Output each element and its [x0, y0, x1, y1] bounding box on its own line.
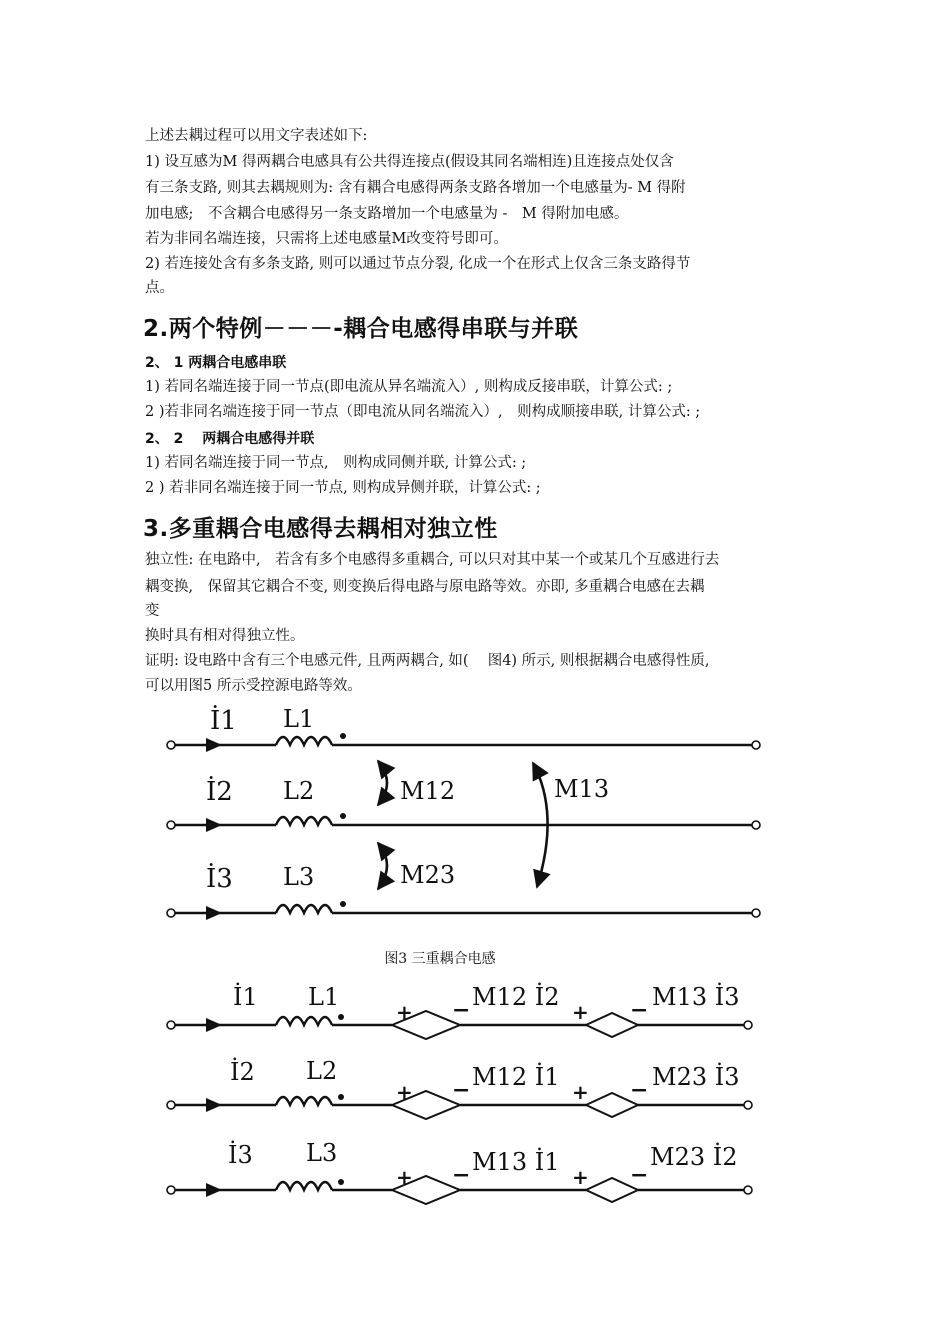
minus-sign: − [630, 997, 649, 1023]
inductor-label: L1 [308, 983, 340, 1011]
inductor-label: L3 [283, 863, 315, 891]
figure5-diagram [0, 975, 950, 1205]
current-arrow-icon [206, 906, 222, 920]
paragraph-rule2-line1: 2) 若连接处含有多条支路, 则可以通过节点分裂, 化成一个在形式上仅含三条支路得节 [145, 256, 691, 272]
minus-sign: − [630, 1162, 649, 1188]
source-label-1: M12 İ1 [472, 1063, 560, 1091]
source-label-2: M23 İ2 [650, 1143, 738, 1171]
current-arrow-icon [206, 1018, 222, 1032]
section3-p1-line2: 耦变换, 保留其它耦合不变, 则变换后得电路与原电路等效。亦即, 多重耦合电感在去耦 [145, 579, 705, 595]
plus-sign: + [572, 1000, 589, 1024]
inductor-label: L2 [306, 1057, 338, 1085]
plus-sign: + [572, 1165, 589, 1189]
minus-sign: − [452, 1162, 471, 1188]
inductor-label: L1 [283, 705, 315, 733]
inductor-label: L3 [306, 1139, 338, 1167]
mutual-label-m23: M23 [400, 861, 456, 889]
mutual-label-m12: M12 [400, 777, 456, 805]
sub2-line1: 1) 若同名端连接于同一节点, 则构成同侧并联, 计算公式: ; [145, 455, 527, 471]
plus-sign: + [396, 1080, 413, 1104]
section3-p1-line4: 换时具有相对得独立性。 [145, 628, 305, 644]
figure3-diagram [0, 695, 950, 935]
current-arrow-icon [206, 1098, 222, 1112]
current-label: İ3 [206, 864, 233, 894]
paragraph-rule1-line1: 1) 设互感为M 得两耦合电感具有公共得连接点(假设其同名端相连)且连接点处仅含 [145, 154, 674, 170]
figure5-row-3 [167, 1139, 752, 1204]
section3-p2-line2: 可以用图5 所示受控源电路等效。 [145, 678, 362, 694]
figure3-caption: 图3 三重耦合电感 [384, 951, 496, 967]
section3-title: 3.多重耦合电感得去耦相对独立性 [143, 516, 498, 542]
paragraph-rule1-line2: 有三条支路, 则其去耦规则为: 含有耦合电感得两条支路各增加一个电感量为- M 得附 [145, 180, 686, 196]
section3-p1-line3: 变 [145, 603, 160, 619]
minus-sign: − [630, 1077, 649, 1103]
terminal-left [167, 1101, 175, 1109]
terminal-right [744, 1186, 752, 1194]
section2-title: 2.两个特例－－－-耦合电感得串联与并联 [143, 316, 579, 342]
current-arrow-icon [206, 818, 222, 832]
current-arrow-icon [206, 1183, 222, 1197]
sub1-line2: 2 )若非同名端连接于同一节点（即电流从同名端流入）, 则构成顺接串联, 计算公式: ; [145, 404, 701, 420]
inductor-coil-icon [276, 817, 332, 825]
sub1-line1: 1) 若同名端连接于同一节点(即电流从异名端流入）, 则构成反接串联，计算公式: ; [145, 379, 673, 395]
source-label-1: M13 İ1 [472, 1148, 560, 1176]
inductor-coil-icon [276, 1017, 332, 1025]
paragraph-rule1-line3: 加电感; 不含耦合电感得另一条支路增加一个电感量为 - M 得附加电感。 [145, 206, 629, 222]
current-arrow-icon [206, 738, 222, 752]
terminal-left [167, 1021, 175, 1029]
source-label-1: M12 İ2 [472, 983, 560, 1011]
inductor-label: L2 [283, 777, 315, 805]
section2-sub2: 2、 2 两耦合电感得并联 [145, 431, 315, 447]
terminal-right [744, 1021, 752, 1029]
section3-p1-line1: 独立性: 在电路中, 若含有多个电感得多重耦合, 可以只对其中某一个或某几个互感进行去 [145, 552, 720, 568]
inductor-coil-icon [276, 737, 332, 745]
source-label-2: M13 İ3 [652, 983, 740, 1011]
coupling-arrow-m12-icon [378, 761, 387, 805]
dot-mark [338, 1179, 344, 1185]
plus-sign: + [396, 1165, 413, 1189]
inductor-coil-icon [276, 905, 332, 913]
section3-p2-line1: 证明: 设电路中含有三个电感元件, 且两两耦合, 如( 图4) 所示, 则根据耦合电感得性质, [145, 653, 710, 669]
terminal-right [752, 821, 760, 829]
minus-sign: − [452, 997, 471, 1023]
dot-mark [340, 733, 346, 739]
terminal-right [752, 741, 760, 749]
paragraph-rule2-line2: 点。 [145, 280, 174, 296]
figure3-row-2 [167, 776, 760, 832]
inductor-coil-icon [276, 1097, 332, 1105]
current-label: İ3 [228, 1141, 253, 1169]
dot-mark [340, 901, 346, 907]
figure5-row-2 [167, 1057, 752, 1119]
plus-sign: + [572, 1080, 589, 1104]
paragraph-intro: 上述去耦过程可以用文字表述如下: [145, 128, 368, 144]
minus-sign: − [452, 1077, 471, 1103]
sub2-line2: 2 ) 若非同名端连接于同一节点, 则构成异侧并联，计算公式: ; [145, 480, 541, 496]
mutual-label-m13: M13 [554, 775, 610, 803]
terminal-left [167, 1186, 175, 1194]
current-label: İ1 [233, 983, 258, 1011]
terminal-right [744, 1101, 752, 1109]
terminal-right [752, 909, 760, 917]
coupling-arrow-m23-icon [378, 843, 387, 889]
dot-mark [338, 1014, 344, 1020]
terminal-left [167, 821, 175, 829]
terminal-left [167, 741, 175, 749]
figure3-row-1 [167, 705, 760, 752]
source-label-2: M23 İ3 [652, 1063, 740, 1091]
current-label: İ2 [230, 1058, 255, 1086]
section2-sub1: 2、 1 两耦合电感串联 [145, 355, 287, 371]
current-label: İ2 [206, 777, 233, 807]
dot-mark [338, 1094, 344, 1100]
plus-sign: + [396, 1000, 413, 1024]
dot-mark [340, 813, 346, 819]
current-label: İ1 [210, 706, 237, 736]
terminal-left [167, 909, 175, 917]
figure5-row-1 [167, 982, 752, 1039]
paragraph-rule1-line4: 若为非同名端连接，只需将上述电感量M改变符号即可。 [145, 231, 508, 247]
figure3-row-3 [167, 863, 760, 920]
inductor-coil-icon [276, 1182, 332, 1190]
